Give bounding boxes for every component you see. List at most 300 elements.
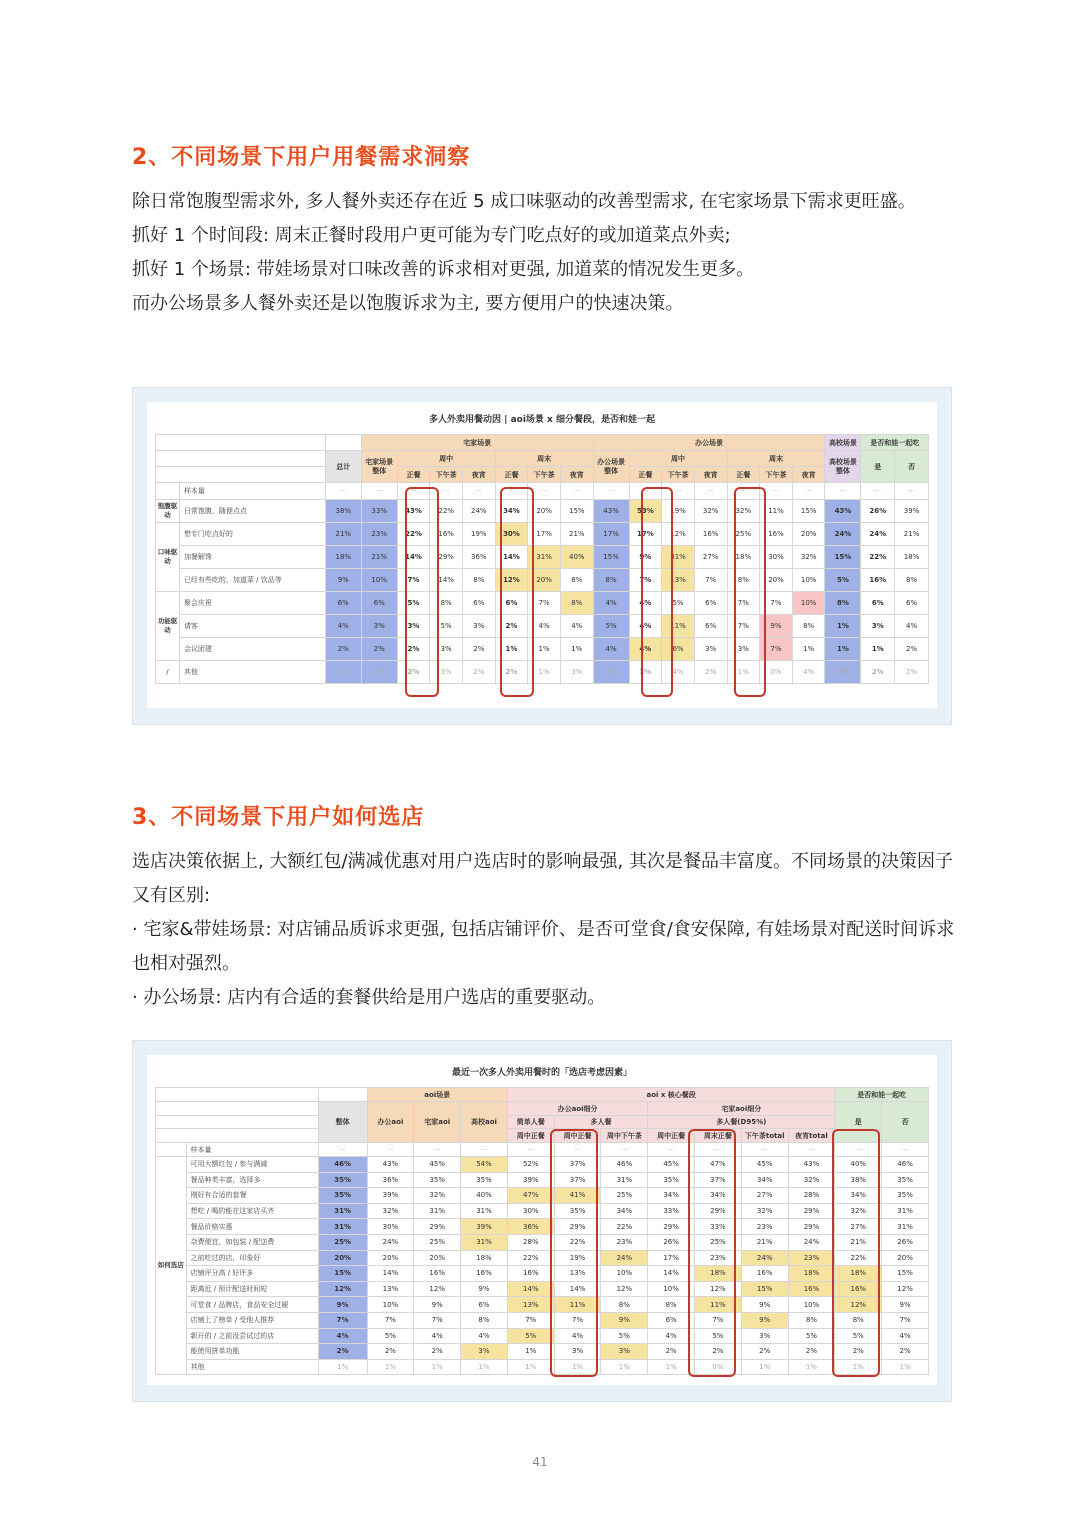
- cell-value: 22%: [835, 1250, 882, 1266]
- cell-value: 33%: [361, 500, 397, 523]
- sub-header: 办公aoi细分: [507, 1102, 647, 1116]
- cell-value: 4%: [662, 661, 695, 684]
- cell-value: 4%: [882, 1328, 929, 1344]
- cell-value: 7%: [414, 1312, 461, 1328]
- cell-value: 8%: [430, 592, 463, 615]
- cell-value: 12%: [835, 1297, 882, 1313]
- cell-value: 35%: [882, 1172, 929, 1188]
- cell-value: 24%: [462, 500, 495, 523]
- cell-value: 20%: [414, 1250, 461, 1266]
- cell-value: 8%: [792, 615, 825, 638]
- cell-value: 24%: [601, 1250, 648, 1266]
- cell-value: 1%: [507, 1359, 554, 1375]
- cell-value: 40%: [835, 1157, 882, 1173]
- row-label: 餐品价格实惠: [186, 1219, 318, 1235]
- cell-value: 7%: [882, 1312, 929, 1328]
- cell-value: 5%: [601, 1328, 648, 1344]
- cell-value: 1%: [882, 1359, 929, 1375]
- cell-value: 34%: [648, 1188, 695, 1204]
- group-header: aoi x 核心餐段: [507, 1088, 834, 1102]
- cell-value: 10%: [788, 1297, 835, 1313]
- cell-value: 1%: [825, 638, 861, 661]
- cell-value: 2%: [882, 1344, 929, 1360]
- cell-value: 9%: [741, 1297, 788, 1313]
- cell-value: 11%: [554, 1297, 601, 1313]
- cell-value: 7%: [554, 1312, 601, 1328]
- cell-value: 12%: [882, 1281, 929, 1297]
- cell-value: 6%: [662, 638, 695, 661]
- cell-value: 1%: [792, 638, 825, 661]
- cell-value: 18%: [788, 1266, 835, 1282]
- cell-value: 31%: [318, 1203, 367, 1219]
- cell-value: 25%: [318, 1234, 367, 1250]
- cell-value: 3%: [430, 661, 463, 684]
- cell-value: 1%: [528, 661, 561, 684]
- cell-value: 35%: [318, 1188, 367, 1204]
- cell-value: 41%: [554, 1188, 601, 1204]
- cell-value: 3%: [593, 661, 629, 684]
- sub-header: 高校aoi: [461, 1102, 508, 1143]
- cell-value: 16%: [414, 1266, 461, 1282]
- cell-value: 2%: [895, 638, 929, 661]
- cell-value: 21%: [741, 1234, 788, 1250]
- row-label: 之前吃过的店，印象好: [186, 1250, 318, 1266]
- cell-value: 36%: [367, 1172, 414, 1188]
- highlight-box: [500, 487, 534, 697]
- sub-sub-header: 多人餐: [554, 1116, 648, 1129]
- cell-value: 7%: [727, 615, 760, 638]
- page-number: 41: [532, 1455, 548, 1469]
- cell-value: 39%: [895, 500, 929, 523]
- cell-value: 21%: [895, 523, 929, 546]
- period-header: 周中正餐: [507, 1129, 554, 1143]
- cell-value: 2%: [462, 661, 495, 684]
- cell-value: 3%: [560, 661, 593, 684]
- sub-header: 是: [835, 1102, 882, 1143]
- table-row: [156, 1188, 929, 1204]
- cell-value: 32%: [727, 500, 760, 523]
- cell-value: 4%: [629, 592, 662, 615]
- cell-value: 34%: [601, 1203, 648, 1219]
- cell-value: 0%: [760, 661, 793, 684]
- cell-value: 47%: [695, 1157, 742, 1173]
- cell-value: 1%: [825, 615, 861, 638]
- cell-value: 2%: [648, 1344, 695, 1360]
- cell-value: 22%: [430, 500, 463, 523]
- cell-value: 45%: [741, 1157, 788, 1173]
- table-row: [156, 615, 929, 638]
- cell-value: 5%: [662, 592, 695, 615]
- cell-value: 24%: [788, 1234, 835, 1250]
- cell-value: 9%: [601, 1312, 648, 1328]
- cell-value: 26%: [882, 1234, 929, 1250]
- table-row: [156, 1344, 929, 1360]
- cell-value: 20%: [528, 569, 561, 592]
- cell-value: 35%: [882, 1188, 929, 1204]
- cell-value: 7%: [760, 592, 793, 615]
- table-row: [156, 569, 929, 592]
- row-group-label: 功能驱动: [156, 592, 180, 661]
- cell-value: 31%: [461, 1234, 508, 1250]
- cell-value: 2%: [741, 1344, 788, 1360]
- cell-value: 2%: [367, 1344, 414, 1360]
- sub-header: 周末: [727, 451, 825, 467]
- cell-value: 18%: [461, 1250, 508, 1266]
- sub-header: 办公场景整体: [593, 451, 629, 483]
- cell-value: 1%: [507, 1344, 554, 1360]
- cell-value: 9%: [325, 569, 361, 592]
- cell-value: 11%: [760, 500, 793, 523]
- cell-value: 10%: [792, 592, 825, 615]
- cell-value: 17%: [593, 523, 629, 546]
- table-row: [156, 1312, 929, 1328]
- cell-value: 30%: [760, 546, 793, 569]
- cell-value: 4%: [629, 615, 662, 638]
- cell-value: 13%: [554, 1266, 601, 1282]
- cell-value: 1%: [727, 661, 760, 684]
- table-row: [156, 500, 929, 523]
- cell-value: 16%: [741, 1266, 788, 1282]
- cell-value: 6%: [325, 592, 361, 615]
- figure-2-title: 最近一次多人外卖用餐时的「选店考虑因素」: [451, 1068, 632, 1078]
- cell-value: 1%: [788, 1359, 835, 1375]
- cell-value: 5%: [825, 569, 861, 592]
- paragraph: 除日常饱腹型需求外, 多人餐外卖还存在近 5 成口味驱动的改善型需求, 在宅家场景下需求更旺盛。: [132, 191, 916, 212]
- cell-value: 16%: [861, 569, 895, 592]
- cell-value: 9%: [741, 1312, 788, 1328]
- cell-value: 21%: [361, 546, 397, 569]
- group-header: 高校场景: [825, 435, 861, 451]
- cell-value: 4%: [325, 615, 361, 638]
- cell-value: 2%: [318, 1344, 367, 1360]
- cell-value: 31%: [662, 546, 695, 569]
- paragraph: 抓好 1 个时间段: 周末正餐时段用户更可能为专门吃点好的或加道菜点外卖;: [132, 225, 731, 246]
- cell-value: 6%: [895, 592, 929, 615]
- sub-header: 宅家aoi细分: [648, 1102, 835, 1116]
- cell-value: 46%: [882, 1157, 929, 1173]
- cell-value: 24%: [861, 523, 895, 546]
- period-header: 正餐: [629, 467, 662, 483]
- cell-value: 54%: [461, 1157, 508, 1173]
- period-header: 周中下午茶: [601, 1129, 648, 1143]
- cell-value: 16%: [835, 1281, 882, 1297]
- row-label: 能使用拼单功能: [186, 1344, 318, 1360]
- cell-value: 40%: [560, 546, 593, 569]
- cell-value: 13%: [662, 569, 695, 592]
- cell-value: 0%: [695, 1359, 742, 1375]
- cell-value: 6%: [495, 592, 528, 615]
- cell-value: 12%: [318, 1281, 367, 1297]
- cell-value: 2%: [695, 1344, 742, 1360]
- cell-value: 38%: [835, 1172, 882, 1188]
- cell-value: 30%: [367, 1219, 414, 1235]
- paragraph: · 宅家&带娃场景: 对店铺品质诉求更强, 包括店铺评价、是否可堂食/食安保障, 有娃场景对配送时间诉求也相对强烈。: [132, 919, 955, 974]
- cell-value: 36%: [462, 546, 495, 569]
- table-row: [156, 1219, 929, 1235]
- cell-value: 29%: [788, 1203, 835, 1219]
- cell-value: 22%: [397, 523, 430, 546]
- cell-value: 1%: [414, 1359, 461, 1375]
- cell-value: 32%: [741, 1203, 788, 1219]
- cell-value: 2%: [462, 638, 495, 661]
- row-label: 可堂食 / 品牌店，食品安全过硬: [186, 1297, 318, 1313]
- cell-value: 18%: [325, 546, 361, 569]
- cell-value: 19%: [462, 523, 495, 546]
- row-label: 已经有些吃的，加道菜 / 饮品等: [179, 569, 325, 592]
- cell-value: 35%: [461, 1172, 508, 1188]
- sub-header: 周中: [397, 451, 495, 467]
- cell-value: 17%: [629, 523, 662, 546]
- cell-value: 4%: [560, 615, 593, 638]
- period-header: 夜宵: [792, 467, 825, 483]
- table-row: [156, 1234, 929, 1250]
- cell-value: 10%: [648, 1281, 695, 1297]
- cell-value: 39%: [367, 1188, 414, 1204]
- row-label: 店铺上了榜单 / 受他人推荐: [186, 1312, 318, 1328]
- period-header: 下午茶: [662, 467, 695, 483]
- cell-value: 9%: [629, 546, 662, 569]
- cell-value: 31%: [318, 1219, 367, 1235]
- cell-value: 19%: [662, 500, 695, 523]
- cell-value: 23%: [695, 1250, 742, 1266]
- cell-value: 4%: [792, 661, 825, 684]
- cell-value: 46%: [601, 1157, 648, 1173]
- figure-1-sheet: [147, 402, 937, 708]
- cell-value: 32%: [694, 500, 727, 523]
- table-row: [156, 1266, 929, 1282]
- period-header: 正餐: [727, 467, 760, 483]
- paragraph: · 办公场景: 店内有合适的套餐供给是用户选店的重要驱动。: [132, 987, 606, 1008]
- cell-value: 43%: [788, 1157, 835, 1173]
- table-row: [156, 592, 929, 615]
- cell-value: 3%: [861, 615, 895, 638]
- sample-label: 样本量: [179, 483, 325, 500]
- cell-value: 26%: [648, 1234, 695, 1250]
- cell-value: 2%: [825, 661, 861, 684]
- highlight-box: [832, 1129, 880, 1377]
- cell-value: 17%: [648, 1250, 695, 1266]
- cell-value: 14%: [430, 569, 463, 592]
- period-header: 周末正餐: [695, 1129, 742, 1143]
- cell-value: 35%: [554, 1203, 601, 1219]
- cell-value: 8%: [895, 569, 929, 592]
- period-header: 周中正餐: [554, 1129, 601, 1143]
- period-header: 正餐: [495, 467, 528, 483]
- cell-value: 2%: [495, 661, 528, 684]
- cell-value: 13%: [367, 1281, 414, 1297]
- cell-value: 2%: [325, 661, 361, 684]
- sub-sub-header: 简单人餐: [507, 1116, 554, 1129]
- table-row: [156, 1359, 929, 1375]
- sub-header: 否: [882, 1102, 929, 1143]
- cell-value: 3%: [629, 661, 662, 684]
- cell-value: 15%: [882, 1266, 929, 1282]
- sub-header: 总计: [325, 451, 361, 483]
- row-label: 餐品种类丰富，选择多: [186, 1172, 318, 1188]
- paragraph: 而办公场景多人餐外卖还是以饱腹诉求为主, 要方便用户的快速决策。: [132, 293, 684, 314]
- cell-value: 11%: [662, 615, 695, 638]
- cell-value: 7%: [528, 592, 561, 615]
- cell-value: 3%: [741, 1328, 788, 1344]
- cell-value: 1%: [495, 638, 528, 661]
- cell-value: 16%: [760, 523, 793, 546]
- cell-value: 2%: [414, 1344, 461, 1360]
- cell-value: 5%: [835, 1328, 882, 1344]
- sub-header: 宅家场景整体: [361, 451, 397, 483]
- cell-value: 21%: [835, 1234, 882, 1250]
- cell-value: 2%: [694, 661, 727, 684]
- paragraph: 选店决策依据上, 大额红包/满减优惠对用户选店时的影响最强, 其次是餐品丰富度。不同场景的决策因子又有区别:: [132, 851, 953, 906]
- cell-value: 32%: [792, 546, 825, 569]
- highlight-box: [688, 1129, 736, 1377]
- group-header: 是否和娃一起吃: [861, 435, 929, 451]
- cell-value: 35%: [648, 1172, 695, 1188]
- cell-value: 22%: [554, 1234, 601, 1250]
- cell-value: 5%: [397, 592, 430, 615]
- cell-value: 1%: [554, 1359, 601, 1375]
- cell-value: 33%: [648, 1203, 695, 1219]
- cell-value: 39%: [507, 1172, 554, 1188]
- cell-value: 3%: [694, 638, 727, 661]
- cell-value: 18%: [695, 1266, 742, 1282]
- group-header: 是否和娃一起吃: [835, 1088, 929, 1102]
- cell-value: 34%: [695, 1188, 742, 1204]
- highlight-box: [641, 487, 673, 697]
- cell-value: 29%: [554, 1219, 601, 1235]
- cell-value: 7%: [318, 1312, 367, 1328]
- cell-value: 1%: [861, 638, 895, 661]
- row-label: 请客: [179, 615, 325, 638]
- cell-value: 2%: [835, 1344, 882, 1360]
- cell-value: 8%: [601, 1297, 648, 1313]
- cell-value: 2%: [325, 638, 361, 661]
- table-row: [156, 661, 929, 684]
- figure-2: [132, 1040, 952, 1402]
- cell-value: 3%: [554, 1344, 601, 1360]
- row-label: 距离近 / 预计配送时间短: [186, 1281, 318, 1297]
- cell-value: 15%: [825, 546, 861, 569]
- cell-value: 30%: [495, 523, 528, 546]
- cell-value: 45%: [414, 1157, 461, 1173]
- cell-value: 15%: [792, 500, 825, 523]
- cell-value: 2%: [397, 661, 430, 684]
- cell-value: 4%: [414, 1328, 461, 1344]
- cell-value: 25%: [727, 523, 760, 546]
- cell-value: 23%: [741, 1219, 788, 1235]
- cell-value: 43%: [593, 500, 629, 523]
- cell-value: 32%: [835, 1203, 882, 1219]
- cell-value: 43%: [397, 500, 430, 523]
- cell-value: 8%: [560, 569, 593, 592]
- cell-value: 1%: [835, 1359, 882, 1375]
- cell-value: 26%: [861, 500, 895, 523]
- cell-value: 47%: [507, 1188, 554, 1204]
- cell-value: 10%: [361, 569, 397, 592]
- cell-value: 5%: [367, 1328, 414, 1344]
- cell-value: 31%: [414, 1203, 461, 1219]
- cell-value: 1%: [560, 638, 593, 661]
- cell-value: 8%: [788, 1312, 835, 1328]
- cell-value: 25%: [695, 1234, 742, 1250]
- cell-value: 17%: [528, 523, 561, 546]
- cell-value: 15%: [560, 500, 593, 523]
- cell-value: 45%: [648, 1157, 695, 1173]
- cell-value: 4%: [629, 638, 662, 661]
- table-row: [156, 1328, 929, 1344]
- row-label: 日常饱腹，随便点点: [179, 500, 325, 523]
- cell-value: 8%: [461, 1312, 508, 1328]
- cell-value: 24%: [825, 523, 861, 546]
- table-row: [156, 523, 929, 546]
- row-label: 想吃 / 喝的能在这家店买齐: [186, 1203, 318, 1219]
- period-header: 下午茶: [528, 467, 561, 483]
- row-label: 刚好有合适的套餐: [186, 1188, 318, 1204]
- section-3-body: [132, 845, 962, 1015]
- cell-value: 7%: [760, 638, 793, 661]
- cell-value: 1%: [741, 1359, 788, 1375]
- cell-value: 8%: [825, 592, 861, 615]
- cell-value: 22%: [861, 546, 895, 569]
- sub-header: 办公aoi: [367, 1102, 414, 1143]
- cell-value: 16%: [461, 1266, 508, 1282]
- cell-value: 9%: [414, 1297, 461, 1313]
- figure-1-title: 多人外卖用餐动因 | aoi场景 x 细分餐段，是否和娃一起: [429, 415, 655, 425]
- cell-value: 13%: [507, 1297, 554, 1313]
- paragraph: 抓好 1 个场景: 带娃场景对口味改善的诉求相对更强, 加道菜的情况发生更多。: [132, 259, 755, 280]
- cell-value: 6%: [861, 592, 895, 615]
- cell-value: 3%: [727, 638, 760, 661]
- cell-value: 7%: [727, 592, 760, 615]
- cell-value: 33%: [695, 1219, 742, 1235]
- cell-value: 21%: [325, 523, 361, 546]
- sub-header: 是: [861, 451, 895, 483]
- cell-value: 28%: [507, 1234, 554, 1250]
- sample-label: 样本量: [186, 1143, 318, 1157]
- cell-value: 2%: [895, 661, 929, 684]
- cell-value: 37%: [554, 1157, 601, 1173]
- cell-value: 32%: [367, 1203, 414, 1219]
- row-label: 会议团建: [179, 638, 325, 661]
- cell-value: 43%: [825, 500, 861, 523]
- figure-2-sheet: [147, 1055, 937, 1385]
- cell-value: 32%: [414, 1188, 461, 1204]
- highlight-box: [734, 487, 766, 697]
- cell-value: 9%: [318, 1297, 367, 1313]
- cell-value: 36%: [507, 1219, 554, 1235]
- group-header: 宅家场景: [361, 435, 593, 451]
- cell-value: 34%: [495, 500, 528, 523]
- row-label: 杂费便宜，如包装 / 配送费: [186, 1234, 318, 1250]
- cell-value: 28%: [788, 1188, 835, 1204]
- cell-value: 4%: [528, 615, 561, 638]
- cell-value: 34%: [835, 1188, 882, 1204]
- group-header: aoi场景: [367, 1088, 507, 1102]
- cell-value: 6%: [694, 615, 727, 638]
- cell-value: 4%: [461, 1328, 508, 1344]
- section-2-body: [132, 185, 962, 321]
- cell-value: 1%: [318, 1359, 367, 1375]
- cell-value: 37%: [554, 1172, 601, 1188]
- cell-value: 23%: [788, 1250, 835, 1266]
- cell-value: 14%: [648, 1266, 695, 1282]
- cell-value: 2%: [495, 615, 528, 638]
- cell-value: 5%: [695, 1328, 742, 1344]
- cell-value: 15%: [741, 1281, 788, 1297]
- table-row: [156, 1281, 929, 1297]
- cell-value: 30%: [507, 1203, 554, 1219]
- cell-value: 2%: [788, 1344, 835, 1360]
- cell-value: 4%: [554, 1328, 601, 1344]
